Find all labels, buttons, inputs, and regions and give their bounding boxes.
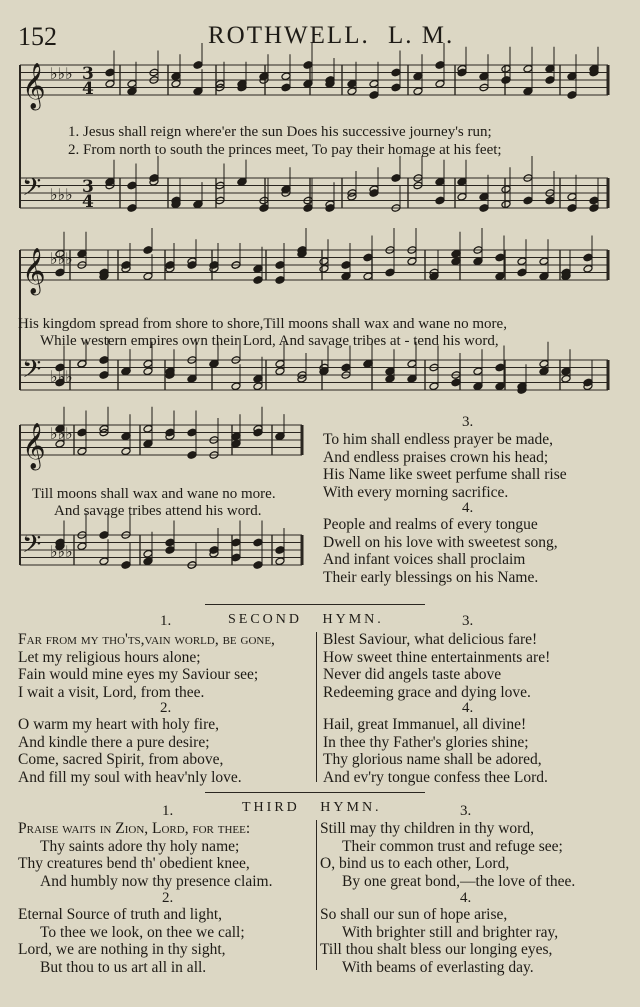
- lyric-s3-l1: Till moons shall wax and wane no more.: [32, 486, 276, 502]
- note-head: [407, 374, 417, 383]
- note-head: [545, 76, 555, 85]
- note-head: [391, 174, 401, 183]
- note-head: [127, 181, 137, 190]
- verse-line: Hail, great Immanuel, all divine!: [323, 716, 527, 733]
- note-head: [435, 79, 445, 88]
- verse-line: To thee we look, on thee we call;: [40, 923, 245, 941]
- note-head: [193, 61, 203, 70]
- note-head: [413, 72, 423, 81]
- second-verse-3-number: 3.: [462, 613, 474, 629]
- note-head: [347, 87, 357, 96]
- note-head: [385, 268, 395, 277]
- note-head: [187, 451, 197, 460]
- time-signature-bottom: 4: [82, 79, 94, 99]
- note-head: [281, 83, 291, 92]
- note-head: [253, 382, 263, 391]
- note-head: [99, 371, 109, 380]
- note-head: [341, 363, 351, 372]
- third-verse-2: [18, 906, 245, 976]
- verse-line: Far from my tho'ts,vain world, be gone,: [18, 631, 275, 648]
- verse-line: His Name like sweet perfume shall rise: [323, 466, 567, 483]
- note-head: [539, 257, 549, 266]
- third-verse-2-number: 2.: [162, 890, 174, 906]
- hymn-title-right: HYMN.: [322, 612, 384, 627]
- note-head: [517, 268, 527, 277]
- verse-line: And kindle there a pure desire;: [18, 733, 210, 751]
- note-head: [77, 249, 87, 258]
- note-head: [583, 264, 593, 273]
- second-verse-1: [18, 631, 275, 701]
- note-head: [561, 367, 571, 376]
- hymn-title-right: HYMN.: [320, 800, 382, 815]
- flat-icon: ♭♭♭: [50, 64, 73, 83]
- verse-line: And humbly now thy presence claim.: [40, 872, 273, 890]
- note-head: [127, 79, 137, 88]
- column-divider: [316, 632, 317, 782]
- note-head: [303, 204, 313, 213]
- note-head: [539, 367, 549, 376]
- note-head: [143, 246, 153, 255]
- note-head: [187, 428, 197, 437]
- note-head: [347, 79, 357, 88]
- lyric-s2-l1: His kingdom spread from shore to shore,Till moons shall wax and wane no more,: [18, 316, 507, 332]
- third-verse-3: [320, 820, 575, 890]
- tune-name: ROTHWELL.: [208, 22, 370, 49]
- note-head: [281, 72, 291, 81]
- lyric-s1-l2: 2. From north to south the princes meet, To pay their homage at his feet;: [68, 142, 502, 158]
- note-head: [523, 64, 533, 73]
- main-verse-4: [323, 516, 558, 586]
- note-head: [275, 546, 285, 555]
- verse-line: And ev'ry tongue confess thee Lord.: [323, 768, 548, 786]
- note-head: [429, 382, 439, 391]
- note-head: [253, 374, 263, 383]
- note-head: [495, 363, 505, 372]
- verse-line: Their early blessings on his Name.: [323, 568, 539, 586]
- verse-line: People and realms of every tongue: [323, 516, 538, 533]
- verse-line: And infant voices shall proclaim: [323, 551, 526, 568]
- note-head: [143, 272, 153, 281]
- note-head: [407, 257, 417, 266]
- treble-clef-icon: 𝄞: [22, 423, 46, 469]
- time-signature-top: 3: [82, 177, 94, 197]
- divider-rule: [205, 604, 425, 605]
- verse-line: Never did angels taste above: [323, 666, 502, 683]
- flat-icon: ♭♭♭: [50, 542, 73, 561]
- verse-line: To him shall endless prayer be made,: [323, 431, 554, 448]
- note-head: [121, 447, 131, 456]
- note-head: [275, 359, 285, 368]
- note-head: [99, 557, 109, 566]
- note-head: [589, 204, 599, 213]
- verse-line: Come, sacred Spirit, from above,: [18, 751, 224, 768]
- note-head: [385, 367, 395, 376]
- note-head: [143, 549, 153, 558]
- verse-line: So shall our sun of hope arise,: [320, 906, 508, 923]
- verse-line: With every morning sacrifice.: [323, 483, 509, 501]
- verse-line: Redeeming grace and dying love.: [323, 683, 531, 701]
- note-head: [567, 91, 577, 100]
- verse-line: O, bind us to each other, Lord,: [320, 855, 510, 872]
- note-head: [495, 253, 505, 262]
- note-head: [479, 72, 489, 81]
- verse-line: But thou to us art all in all.: [40, 958, 207, 976]
- note-head: [231, 382, 241, 391]
- main-verse-4-number: 4.: [462, 500, 474, 516]
- verse-line: Eternal Source of truth and light,: [18, 906, 223, 923]
- note-head: [253, 276, 263, 285]
- note-head: [341, 272, 351, 281]
- treble-clef-icon: 𝄞: [22, 248, 46, 294]
- note-head: [253, 538, 263, 547]
- note-head: [501, 200, 511, 209]
- time-signature-top: 3: [82, 64, 94, 84]
- verse-line: Thy creatures bend th' obedient knee,: [18, 855, 250, 872]
- note-head: [171, 79, 181, 88]
- note-head: [385, 374, 395, 383]
- verse-line: With brighter still and brighter ray,: [342, 923, 559, 941]
- note-head: [473, 257, 483, 266]
- bass-clef-icon: 𝄢: [22, 530, 42, 565]
- note-head: [473, 382, 483, 391]
- tune-meter: L. M.: [387, 22, 455, 49]
- note-head: [369, 79, 379, 88]
- note-head: [193, 87, 203, 96]
- verse-line: Blest Saviour, what delicious fare!: [323, 631, 538, 648]
- note-head: [121, 432, 131, 441]
- second-verse-4: [323, 716, 548, 786]
- note-head: [275, 276, 285, 285]
- third-hymn-title: [242, 800, 382, 816]
- note-head: [501, 76, 511, 85]
- note-head: [473, 367, 483, 376]
- note-head: [523, 196, 533, 205]
- note-head: [391, 68, 401, 77]
- note-head: [259, 204, 269, 213]
- verse-line: Praise waits in Zion, Lord, for thee:: [18, 820, 251, 837]
- note-head: [121, 367, 131, 376]
- lyric-s1-l1: 1. Jesus shall reign where'er the sun Does his successive journey's run;: [68, 124, 492, 140]
- note-head: [253, 561, 263, 570]
- note-head: [55, 268, 65, 277]
- verse-line: By one great bond,—the love of thee.: [342, 872, 576, 890]
- second-verse-3: [323, 631, 550, 701]
- note-head: [561, 374, 571, 383]
- note-head: [171, 72, 181, 81]
- note-head: [121, 561, 131, 570]
- note-head: [165, 546, 175, 555]
- third-verse-1-number: 1.: [162, 803, 174, 819]
- note-head: [567, 204, 577, 213]
- note-head: [237, 177, 247, 186]
- page-number: 152: [18, 22, 57, 51]
- note-head: [165, 538, 175, 547]
- note-head: [275, 557, 285, 566]
- note-head: [275, 367, 285, 376]
- flat-icon: ♭♭♭: [50, 249, 73, 268]
- note-head: [105, 68, 115, 77]
- verse-line: I wait a visit, Lord, from thee.: [18, 683, 205, 701]
- note-head: [413, 87, 423, 96]
- note-head: [457, 192, 467, 201]
- note-head: [143, 367, 153, 376]
- note-head: [391, 83, 401, 92]
- note-head: [539, 272, 549, 281]
- main-verse-3: [323, 431, 567, 501]
- note-head: [319, 264, 329, 273]
- second-hymn-title: [228, 612, 384, 628]
- note-head: [369, 91, 379, 100]
- flat-icon: ♭♭♭: [50, 367, 73, 386]
- second-verse-4-number: 4.: [462, 700, 474, 716]
- verse-line: Dwell on his love with sweetest song,: [323, 533, 558, 551]
- second-verse-2: [18, 716, 242, 786]
- verse-line: And endless praises crown his head;: [323, 448, 549, 466]
- verse-line: O warm my heart with holy fire,: [18, 716, 220, 733]
- flat-icon: ♭♭♭: [50, 424, 73, 443]
- verse-line: Fain would mine eyes my Saviour see;: [18, 666, 259, 683]
- note-head: [105, 79, 115, 88]
- note-head: [567, 192, 577, 201]
- note-head: [143, 557, 153, 566]
- verse-line: And fill my soul with heav'nly love.: [18, 768, 242, 786]
- note-head: [523, 87, 533, 96]
- note-head: [253, 264, 263, 273]
- second-verse-1-number: 1.: [160, 613, 172, 629]
- note-head: [517, 257, 527, 266]
- note-head: [479, 204, 489, 213]
- verse-line: In thee thy Father's glories shine;: [323, 733, 529, 751]
- note-head: [589, 196, 599, 205]
- note-head: [303, 61, 313, 70]
- note-head: [435, 61, 445, 70]
- verse-line: Lord, we are nothing in thy sight,: [18, 941, 226, 958]
- verse-line: Still may thy children in thy word,: [320, 820, 534, 837]
- lyric-s2-l2: While western empires own their Lord, And savage tribes at - tend his word,: [40, 333, 499, 349]
- flat-icon: ♭♭♭: [50, 185, 73, 204]
- note-head: [435, 177, 445, 186]
- verse-line: Till thou shalt bless our longing eyes,: [320, 941, 553, 958]
- verse-line: How sweet thine entertainments are!: [323, 648, 551, 666]
- note-head: [457, 177, 467, 186]
- hymn-title-left: SECOND: [228, 612, 303, 627]
- note-head: [127, 204, 137, 213]
- lyric-s3-l2: And savage tribes attend his word.: [54, 503, 262, 519]
- time-signature-bottom: 4: [82, 192, 94, 212]
- bass-clef-icon: 𝄢: [22, 173, 42, 208]
- bass-clef-icon: 𝄢: [22, 355, 42, 390]
- note-head: [545, 64, 555, 73]
- note-head: [501, 64, 511, 73]
- note-head: [583, 253, 593, 262]
- main-verse-3-number: 3.: [462, 414, 474, 430]
- note-head: [187, 374, 197, 383]
- note-head: [275, 261, 285, 270]
- verse-line: Let my religious hours alone;: [18, 648, 201, 666]
- note-head: [143, 359, 153, 368]
- second-verse-2-number: 2.: [160, 700, 172, 716]
- note-head: [143, 439, 153, 448]
- note-head: [303, 79, 313, 88]
- hymn-title-left: THIRD: [242, 800, 300, 815]
- column-divider: [316, 820, 317, 970]
- verse-line: Thy glorious name shall be adored,: [323, 751, 542, 768]
- note-head: [341, 261, 351, 270]
- note-head: [479, 192, 489, 201]
- note-head: [99, 531, 109, 540]
- note-head: [435, 196, 445, 205]
- third-verse-1: [18, 820, 272, 890]
- third-verse-4-number: 4.: [460, 890, 472, 906]
- verse-line: Thy saints adore thy holy name;: [40, 837, 240, 855]
- note-head: [193, 200, 203, 209]
- note-head: [319, 257, 329, 266]
- note-head: [77, 428, 87, 437]
- verse-line: Their common trust and refuge see;: [342, 837, 563, 855]
- divider-rule: [205, 792, 425, 793]
- note-head: [77, 447, 87, 456]
- note-head: [407, 359, 417, 368]
- note-head: [127, 87, 137, 96]
- note-head: [495, 272, 505, 281]
- third-verse-3-number: 3.: [460, 803, 472, 819]
- note-head: [77, 542, 87, 551]
- note-head: [77, 359, 87, 368]
- note-head: [99, 356, 109, 365]
- note-head: [567, 72, 577, 81]
- note-head: [545, 196, 555, 205]
- note-head: [495, 382, 505, 391]
- note-head: [539, 359, 549, 368]
- note-head: [501, 185, 511, 194]
- third-verse-4: [320, 906, 558, 976]
- treble-clef-icon: 𝄞: [22, 63, 46, 109]
- verse-line: With beams of everlasting day.: [342, 958, 534, 976]
- note-head: [143, 424, 153, 433]
